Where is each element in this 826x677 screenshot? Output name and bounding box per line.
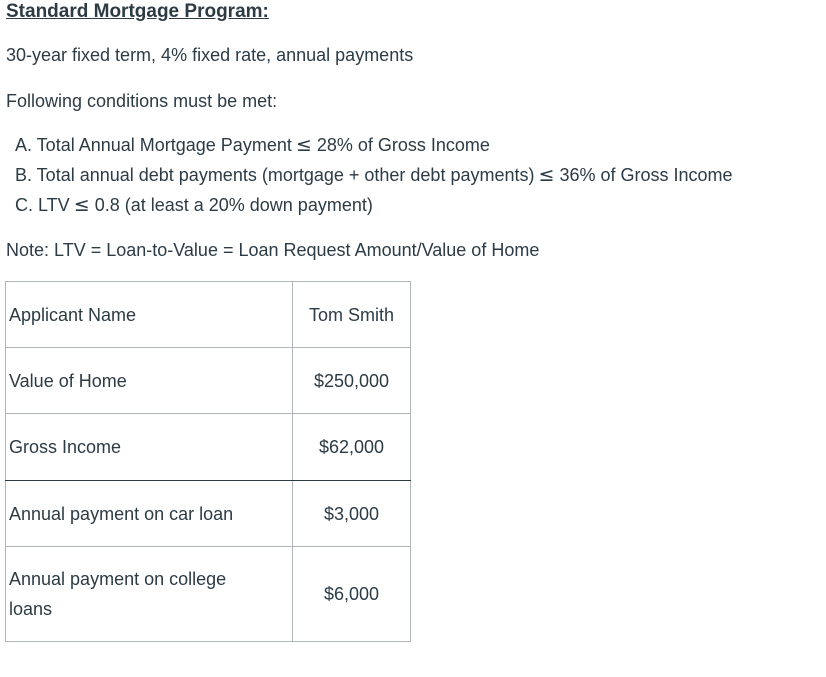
ltv-note: Note: LTV = Loan-to-Value = Loan Request Amount/Value of Home bbox=[6, 240, 540, 260]
row-label: Value of Home bbox=[6, 348, 293, 414]
condition-a-limit: 28% of Gross Income bbox=[316, 135, 490, 155]
conditions-intro: Following conditions must be met: bbox=[6, 91, 278, 111]
condition-b-limit: 36% of Gross Income bbox=[559, 165, 733, 185]
table-row bbox=[6, 481, 411, 547]
row-label: Applicant Name bbox=[6, 282, 293, 348]
condition-c bbox=[15, 193, 373, 217]
row-value: $250,000 bbox=[293, 348, 411, 414]
less-equal-symbol: ≤ bbox=[295, 134, 312, 156]
table-row bbox=[6, 282, 411, 348]
row-value: $62,000 bbox=[293, 414, 411, 481]
condition-b-text: B. Total annual debt payments (mortgage + other debt payments) bbox=[15, 165, 535, 185]
table-row bbox=[6, 348, 411, 414]
applicant-table bbox=[5, 281, 411, 642]
condition-a bbox=[15, 133, 490, 157]
condition-a-text: A. Total Annual Mortgage Payment bbox=[15, 135, 292, 155]
table-row bbox=[6, 547, 411, 642]
program-terms: 30-year fixed term, 4% fixed rate, annual payments bbox=[6, 45, 414, 65]
program-heading: Standard Mortgage Program: bbox=[6, 1, 269, 22]
table-row bbox=[6, 414, 411, 481]
row-value: $3,000 bbox=[293, 481, 411, 547]
row-label: Annual payment on college loans bbox=[6, 547, 293, 642]
row-label: Annual payment on car loan bbox=[6, 481, 293, 547]
condition-b bbox=[15, 163, 733, 187]
less-equal-symbol: ≤ bbox=[73, 194, 90, 216]
row-value: $6,000 bbox=[293, 547, 411, 642]
condition-c-text: C. LTV bbox=[15, 195, 70, 215]
row-label: Gross Income bbox=[6, 414, 293, 481]
row-value: Tom Smith bbox=[293, 282, 411, 348]
less-equal-symbol: ≤ bbox=[538, 164, 555, 186]
condition-c-limit: 0.8 (at least a 20% down payment) bbox=[94, 195, 373, 215]
